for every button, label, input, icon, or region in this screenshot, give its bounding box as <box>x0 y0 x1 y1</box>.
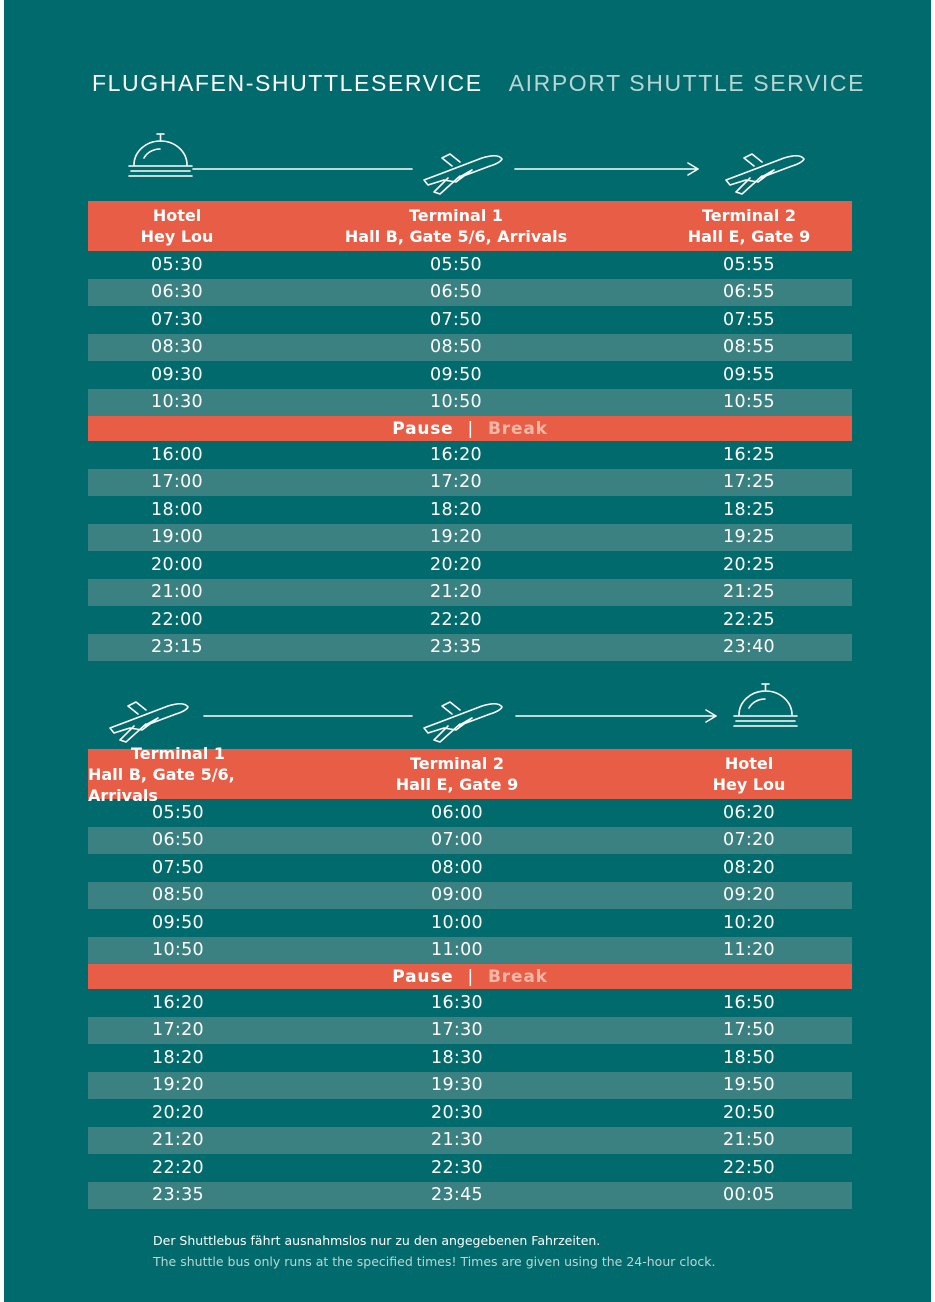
title-english: AIRPORT SHUTTLE SERVICE <box>508 70 866 96</box>
table-row <box>88 634 852 662</box>
table-row <box>88 469 852 497</box>
route-outbound <box>100 128 820 198</box>
table-row <box>88 1099 852 1127</box>
time-cell: 09:20 <box>723 885 775 906</box>
time-cell: 10:20 <box>723 912 775 933</box>
time-cell: 18:30 <box>431 1047 483 1068</box>
time-cell: 05:55 <box>723 254 775 275</box>
table-row <box>88 496 852 524</box>
table-row <box>88 827 852 855</box>
time-cell: 22:30 <box>431 1157 483 1178</box>
time-cell: 16:50 <box>723 992 775 1013</box>
time-cell: 07:30 <box>151 309 203 330</box>
time-cell: 23:40 <box>723 637 775 658</box>
time-cell: 21:30 <box>431 1130 483 1151</box>
time-cell: 10:50 <box>430 392 482 413</box>
return-morning-rows <box>88 799 852 964</box>
table-row <box>88 1017 852 1045</box>
header-terminal-2: Terminal 2 Hall E, Gate 9 <box>687 206 811 246</box>
time-cell: 19:50 <box>723 1075 775 1096</box>
time-cell: 21:00 <box>151 582 203 603</box>
airplane-icon <box>424 154 502 194</box>
table-row <box>88 937 852 965</box>
table-row <box>88 799 852 827</box>
service-bell-icon <box>734 684 797 726</box>
footer-note <box>153 1230 853 1272</box>
time-cell: 21:20 <box>430 582 482 603</box>
outbound-morning-rows <box>88 251 852 416</box>
table-row <box>88 909 852 937</box>
time-cell: 06:20 <box>723 802 775 823</box>
time-cell: 19:20 <box>152 1075 204 1096</box>
time-cell: 05:30 <box>151 254 203 275</box>
table-row <box>88 251 852 279</box>
time-cell: 05:50 <box>152 802 204 823</box>
table-row <box>88 1072 852 1100</box>
pause-break-bar: Pause | Break <box>88 964 852 989</box>
outbound-timetable <box>88 201 852 661</box>
table-row <box>88 334 852 362</box>
footer-note-german: Der Shuttlebus fährt ausnahmslos nur zu den angegebenen Fahrzeiten. <box>153 1233 601 1248</box>
time-cell: 07:00 <box>431 830 483 851</box>
time-cell: 20:00 <box>151 554 203 575</box>
time-cell: 10:00 <box>431 912 483 933</box>
time-cell: 20:30 <box>431 1102 483 1123</box>
table-row <box>88 1127 852 1155</box>
time-cell: 22:20 <box>430 609 482 630</box>
shuttle-schedule-page <box>4 0 931 1302</box>
time-cell: 23:35 <box>430 637 482 658</box>
time-cell: 21:25 <box>723 582 775 603</box>
pause-break-bar: Pause | Break <box>88 416 852 441</box>
time-cell: 07:50 <box>430 309 482 330</box>
time-cell: 08:30 <box>151 337 203 358</box>
table-row <box>88 441 852 469</box>
table-row <box>88 306 852 334</box>
return-evening-rows <box>88 989 852 1209</box>
time-cell: 17:50 <box>723 1020 775 1041</box>
time-cell: 23:45 <box>431 1185 483 1206</box>
table-row <box>88 1044 852 1072</box>
time-cell: 06:30 <box>151 282 203 303</box>
time-cell: 08:50 <box>430 337 482 358</box>
time-cell: 10:50 <box>152 940 204 961</box>
time-cell: 16:20 <box>152 992 204 1013</box>
airplane-icon <box>726 154 804 194</box>
table-row <box>88 882 852 910</box>
table-row <box>88 551 852 579</box>
time-cell: 06:55 <box>723 282 775 303</box>
time-cell: 05:50 <box>430 254 482 275</box>
header-terminal-1: Terminal 1 Hall B, Gate 5/6, Arrivals <box>88 743 235 805</box>
return-timetable <box>88 743 852 1209</box>
time-cell: 19:25 <box>723 527 775 548</box>
time-cell: 09:00 <box>431 885 483 906</box>
table-row <box>88 579 852 607</box>
time-cell: 18:50 <box>723 1047 775 1068</box>
time-cell: 17:20 <box>152 1020 204 1041</box>
time-cell: 18:20 <box>430 499 482 520</box>
time-cell: 06:50 <box>152 830 204 851</box>
time-cell: 07:20 <box>723 830 775 851</box>
time-cell: 09:55 <box>723 364 775 385</box>
time-cell: 22:00 <box>151 609 203 630</box>
time-cell: 09:30 <box>151 364 203 385</box>
table-row <box>88 989 852 1017</box>
airplane-icon <box>424 702 502 742</box>
time-cell: 10:55 <box>723 392 775 413</box>
header-hotel: Hotel Hey Lou <box>140 206 214 246</box>
return-table-header <box>88 743 852 805</box>
time-cell: 11:20 <box>723 940 775 961</box>
time-cell: 20:25 <box>723 554 775 575</box>
time-cell: 20:20 <box>430 554 482 575</box>
time-cell: 06:50 <box>430 282 482 303</box>
time-cell: 17:20 <box>430 472 482 493</box>
time-cell: 22:50 <box>723 1157 775 1178</box>
page-title <box>92 70 865 97</box>
time-cell: 17:00 <box>151 472 203 493</box>
table-row <box>88 1154 852 1182</box>
time-cell: 16:25 <box>723 444 775 465</box>
table-row <box>88 606 852 634</box>
time-cell: 10:30 <box>151 392 203 413</box>
time-cell: 08:50 <box>152 885 204 906</box>
outbound-table-header <box>88 201 852 251</box>
table-row <box>88 361 852 389</box>
time-cell: 17:30 <box>431 1020 483 1041</box>
route-return <box>100 680 820 750</box>
time-cell: 08:00 <box>431 857 483 878</box>
time-cell: 07:55 <box>723 309 775 330</box>
time-cell: 16:00 <box>151 444 203 465</box>
table-row <box>88 279 852 307</box>
time-cell: 08:20 <box>723 857 775 878</box>
time-cell: 23:35 <box>152 1185 204 1206</box>
footer-note-english: The shuttle bus only runs at the specified times! Times are given using the 24-hour clock. <box>153 1254 716 1269</box>
title-german: FLUGHAFEN-SHUTTLESERVICE <box>92 70 483 96</box>
time-cell: 22:20 <box>152 1157 204 1178</box>
time-cell: 18:20 <box>152 1047 204 1068</box>
time-cell: 20:20 <box>152 1102 204 1123</box>
table-row <box>88 389 852 417</box>
time-cell: 23:15 <box>151 637 203 658</box>
time-cell: 19:00 <box>151 527 203 548</box>
table-row <box>88 524 852 552</box>
time-cell: 21:50 <box>723 1130 775 1151</box>
time-cell: 00:05 <box>723 1185 775 1206</box>
time-cell: 16:20 <box>430 444 482 465</box>
time-cell: 18:00 <box>151 499 203 520</box>
time-cell: 16:30 <box>431 992 483 1013</box>
header-terminal-2: Terminal 2 Hall E, Gate 9 <box>395 754 519 794</box>
time-cell: 17:25 <box>723 472 775 493</box>
outbound-evening-rows <box>88 441 852 661</box>
table-row <box>88 854 852 882</box>
time-cell: 08:55 <box>723 337 775 358</box>
service-bell-icon <box>129 134 192 176</box>
table-row <box>88 1182 852 1210</box>
time-cell: 19:30 <box>431 1075 483 1096</box>
time-cell: 06:00 <box>431 802 483 823</box>
airplane-icon <box>110 702 188 742</box>
time-cell: 09:50 <box>152 912 204 933</box>
time-cell: 18:25 <box>723 499 775 520</box>
header-terminal-1: Terminal 1 Hall B, Gate 5/6, Arrivals <box>344 206 568 246</box>
time-cell: 20:50 <box>723 1102 775 1123</box>
time-cell: 22:25 <box>723 609 775 630</box>
header-hotel: Hotel Hey Lou <box>712 754 786 794</box>
time-cell: 07:50 <box>152 857 204 878</box>
time-cell: 21:20 <box>152 1130 204 1151</box>
time-cell: 09:50 <box>430 364 482 385</box>
time-cell: 19:20 <box>430 527 482 548</box>
time-cell: 11:00 <box>431 940 483 961</box>
